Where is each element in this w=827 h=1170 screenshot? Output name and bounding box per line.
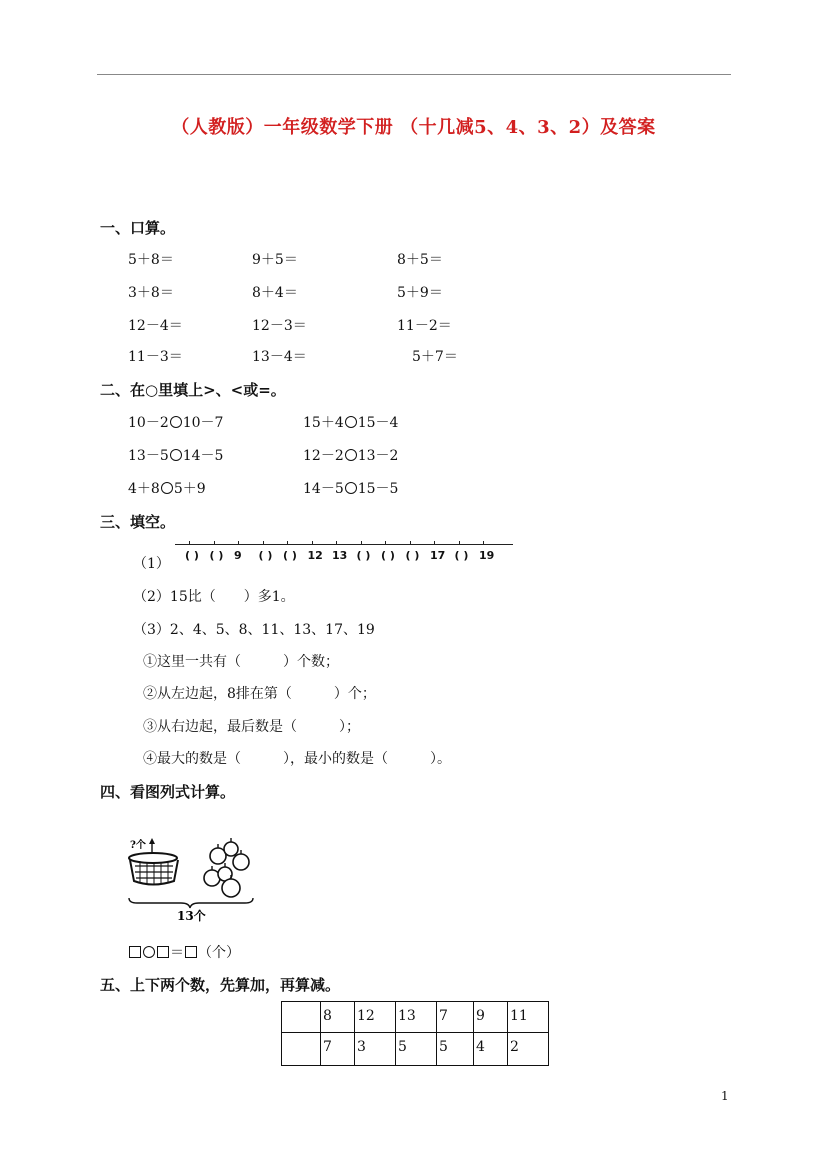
number-line-tick	[483, 541, 484, 545]
number-line-label: ( )	[381, 549, 395, 562]
question-3: （3）2、4、5、8、11、13、17、19	[133, 622, 375, 638]
section-heading-compare: 二、在○里填上>、<或=。	[100, 381, 286, 399]
number-line-label: 9	[234, 549, 242, 562]
number-line-label: 17	[430, 549, 446, 562]
sub-question: ②从左边起，8排在第（ ）个；	[143, 686, 376, 702]
section-heading-oral: 一、口算。	[100, 219, 176, 237]
number-line-label: ( )	[185, 549, 199, 562]
compare-right: 10－7	[182, 415, 224, 431]
compare-right: 15－5	[357, 481, 399, 497]
oral-item: 13－4＝	[252, 349, 307, 365]
number-line-label: ( )	[283, 549, 297, 562]
number-line-label: 12	[307, 549, 323, 562]
arrow-head	[149, 838, 155, 844]
number-line-tick	[287, 541, 288, 545]
blank-square	[185, 946, 197, 958]
question-2: （2）15比（ ）多1。	[133, 589, 295, 605]
number-line-tick	[385, 541, 386, 545]
compare-left: 13－5	[128, 448, 169, 464]
compare-left: 15＋4	[303, 415, 344, 431]
number-line-tick	[214, 541, 215, 545]
table-cell: 2	[508, 1033, 549, 1066]
number-line-label: ( )	[454, 549, 469, 562]
fruit-icon	[204, 838, 249, 897]
number-line-tick	[312, 541, 313, 545]
equation-blanks: ＝ （个）	[128, 942, 240, 962]
blank-circle	[345, 482, 357, 494]
number-line-label: 19	[479, 549, 495, 562]
table-row	[282, 1002, 549, 1033]
number-line-label: ( )	[258, 549, 273, 562]
compare-item	[303, 445, 398, 465]
number-line-label: 13	[332, 549, 348, 562]
table-cell: 7	[321, 1033, 355, 1066]
document-title: （人教版）一年级数学下册 （十几减5、4、3、2）及答案	[171, 117, 656, 138]
blank-circle	[170, 449, 182, 461]
table-cell: 9	[474, 1002, 508, 1033]
oral-item: 11－2＝	[397, 318, 452, 334]
oral-item: 12－3＝	[252, 318, 307, 334]
number-line-tick	[434, 541, 435, 545]
table-row	[282, 1033, 549, 1066]
table-cell	[282, 1033, 321, 1066]
picture-problem	[125, 836, 255, 924]
compare-item	[303, 478, 398, 498]
total-label: 13个	[177, 909, 206, 923]
brace	[129, 898, 253, 908]
compare-left: 10－2	[128, 415, 169, 431]
sub-question: ③从右边起，最后数是（ ）；	[143, 719, 360, 735]
question-mark-label: ?个	[130, 840, 146, 851]
number-line-tick	[410, 541, 411, 545]
unit-label: （个）	[198, 945, 240, 961]
oral-item: 8＋5＝	[397, 252, 443, 268]
blank-square	[157, 946, 169, 958]
sub-question: ④最大的数是（ ），最小的数是（ ）。	[143, 751, 451, 767]
oral-item: 5＋8＝	[128, 252, 174, 268]
number-line-tick	[238, 541, 239, 545]
blank-circle	[345, 416, 357, 428]
oral-item: 12－4＝	[128, 318, 183, 334]
table-cell: 4	[474, 1033, 508, 1066]
section-heading-table: 五、上下两个数，先算加，再算减。	[100, 976, 341, 994]
number-line	[175, 536, 515, 566]
section-heading-picture: 四、看图列式计算。	[100, 783, 236, 801]
oral-item: 11－3＝	[128, 349, 183, 365]
sub-question: ①这里一共有（ ）个数；	[143, 654, 339, 670]
question-label: （1）	[133, 556, 170, 572]
table-cell: 12	[355, 1002, 396, 1033]
section-heading-fill: 三、填空。	[100, 513, 176, 531]
table-cell: 7	[437, 1002, 474, 1033]
compare-item	[128, 412, 223, 432]
number-line-tick	[459, 541, 460, 545]
table-cell: 8	[321, 1002, 355, 1033]
number-line-tick	[361, 541, 362, 545]
number-line-label: ( )	[209, 549, 224, 562]
table-cell	[282, 1002, 321, 1033]
compare-right: 14－5	[182, 448, 224, 464]
number-line-tick	[263, 541, 264, 545]
blank-circle	[143, 946, 155, 958]
table-cell: 3	[355, 1033, 396, 1066]
basket-icon	[129, 853, 178, 885]
table-cell: 13	[396, 1002, 437, 1033]
number-line-tick	[189, 541, 190, 545]
compare-right: 5＋9	[173, 481, 206, 497]
number-line-label: ( )	[405, 549, 420, 562]
compare-left: 4＋8	[128, 481, 160, 497]
blank-circle	[345, 449, 357, 461]
page-number: 1	[721, 1089, 729, 1103]
oral-item: 8＋4＝	[252, 285, 298, 301]
table-cell: 5	[396, 1033, 437, 1066]
table-cell: 11	[508, 1002, 549, 1033]
compare-item	[303, 412, 398, 432]
oral-item: 9＋5＝	[252, 252, 298, 268]
compare-left: 12－2	[303, 448, 344, 464]
blank-square	[129, 946, 141, 958]
number-table	[281, 1001, 549, 1066]
table-cell: 5	[437, 1033, 474, 1066]
header-rule	[97, 74, 731, 75]
compare-right: 13－2	[357, 448, 399, 464]
number-line-label: ( )	[356, 549, 371, 562]
compare-item	[128, 478, 206, 498]
blank-circle	[161, 482, 173, 494]
oral-item: 3＋8＝	[128, 285, 174, 301]
number-line-axis	[175, 544, 513, 545]
compare-item	[128, 445, 223, 465]
compare-left: 14－5	[303, 481, 344, 497]
blank-circle	[170, 416, 182, 428]
oral-item: 5＋7＝	[412, 349, 458, 365]
oral-item: 5＋9＝	[397, 285, 443, 301]
compare-right: 15－4	[357, 415, 399, 431]
number-line-tick	[336, 541, 337, 545]
